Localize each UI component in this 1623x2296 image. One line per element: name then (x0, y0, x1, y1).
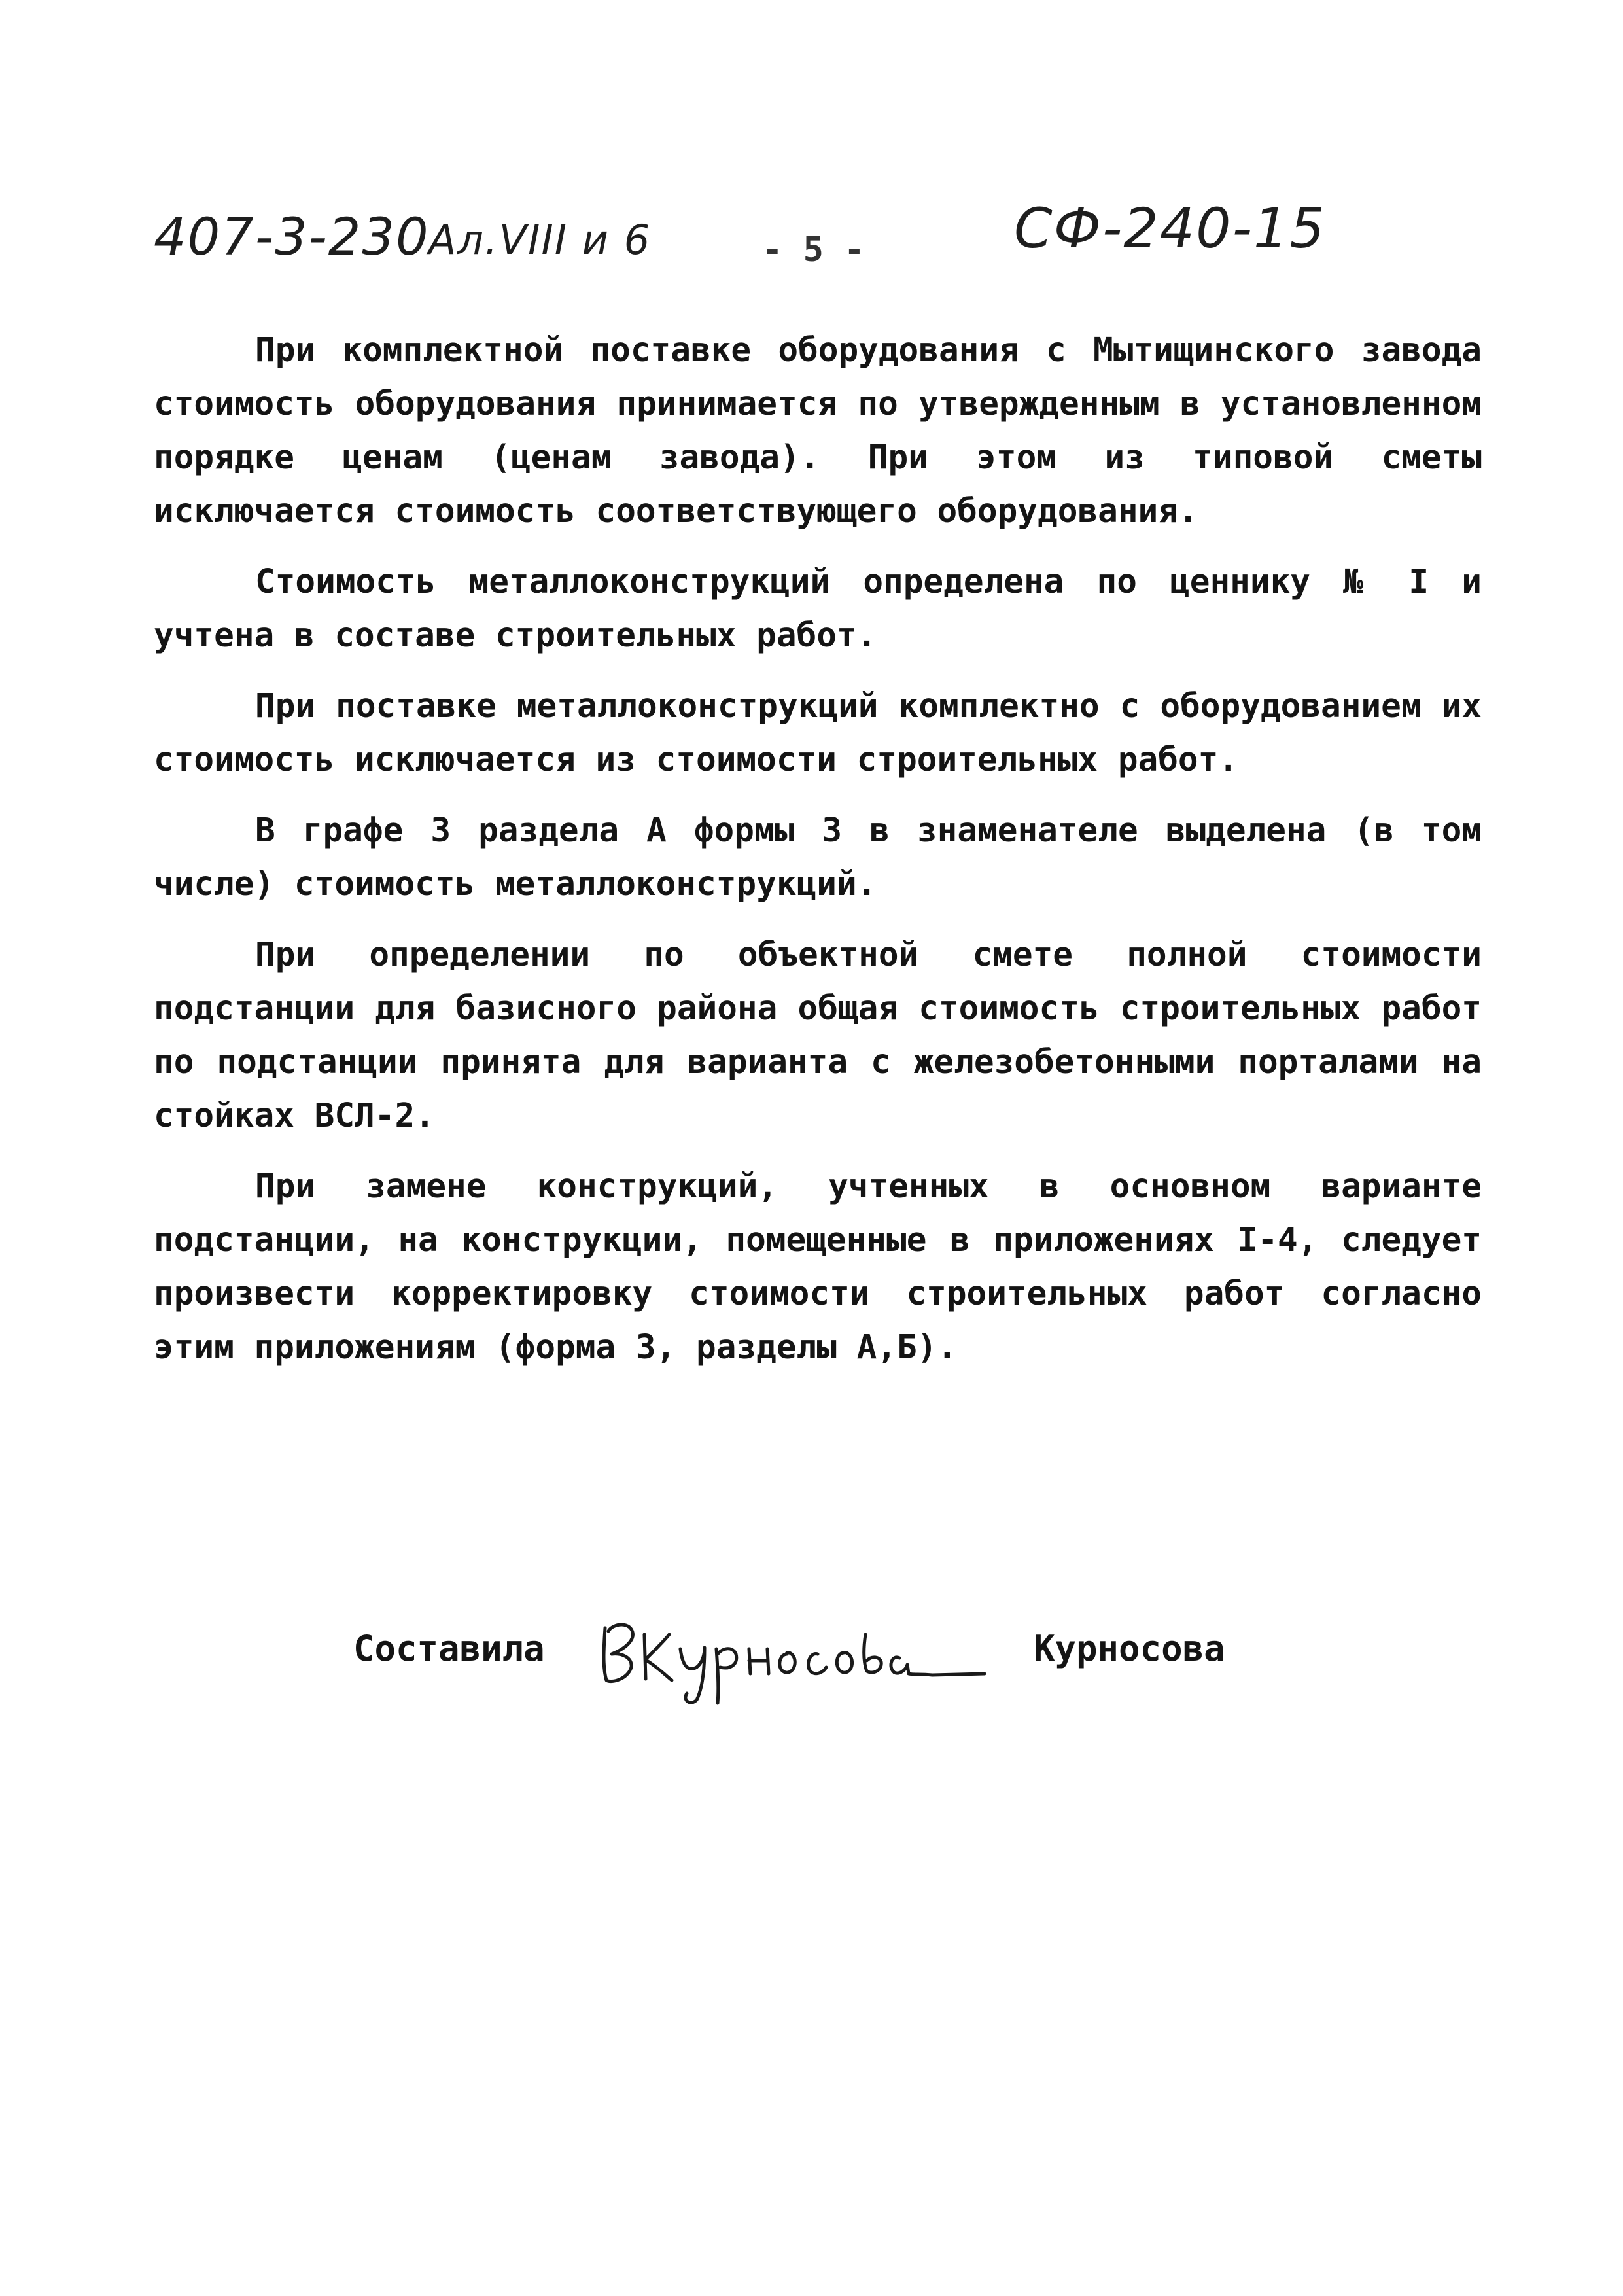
signatory-name: Курносова (1034, 1628, 1225, 1669)
paragraph: При поставке металлоконструкций комплектно с оборудованием их стоимость исключается из стоимости строительных работ. (154, 687, 1482, 779)
album-reference: Ал.VIII и 6 (428, 216, 652, 264)
signature-block (353, 1602, 1335, 1706)
document-code: 407-3-230 (154, 208, 430, 267)
paragraph: При комплектной поставке оборудования с Мытищинского завода стоимость оборудования принимается по утвержденным в установленном порядке ценам (ценам завода). При этом из типовой сметы исключается стоимость соответствующего оборудования. (154, 331, 1482, 531)
paragraph: При определении по объектной смете полной стоимости подстанции для базисного района общая стоимость строительных работ по подстанции принята для варианта с железобетонными порталами на стойках ВСЛ-2. (154, 936, 1482, 1135)
document-body (154, 324, 1482, 1392)
paragraph: Стоимость металлоконструкций определена по ценнику № I и учтена в составе строительных работ. (154, 563, 1482, 655)
paragraph: При замене конструкций, учтенных в основном варианте подстанции, на конструкции, помещенные в приложениях I-4, следует произвести корректировку стоимости строительных работ согласно этим приложениям (форма 3, разделы А,Б). (154, 1167, 1482, 1367)
page-number: - 5 - (762, 230, 865, 270)
handwritten-signature (592, 1602, 998, 1706)
signature-label: Составила (353, 1628, 545, 1669)
sheet-code: СФ-240-15 (1014, 196, 1326, 260)
paragraph: В графе 3 раздела А формы 3 в знаменателе выделена (в том числе) стоимость металлоконструкций. (154, 811, 1482, 904)
